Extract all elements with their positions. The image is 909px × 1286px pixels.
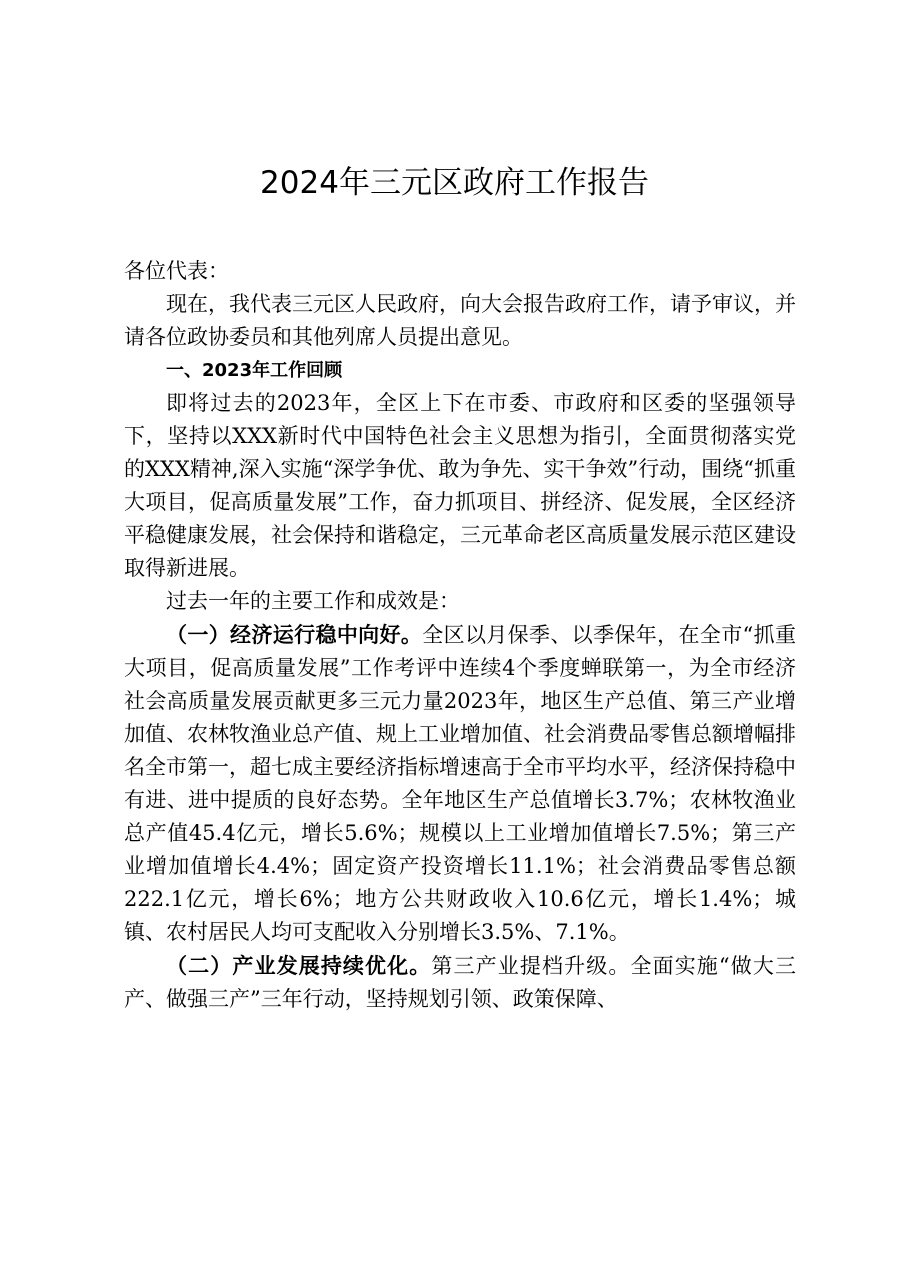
document-body [124,255,796,1016]
document-title: 2024年三元区政府工作报告 [260,165,649,201]
item-economy-paragraph [124,618,796,949]
item-economy-text: 全区以月保季、以季保年，在全市“抓重大项目，促高质量发展”工作考评中连续4个季度蝉联第一，为全市经济社会高质量发展贡献更多三元力量2023年，地区生产总值、第三产业增加值、农林牧渔业总产值、规上工业增加值、社会消费品零售总额增幅排名全市第一，超七成主要经济指标增速高于全市平均水平，经济保持稳中有进、进中提质的良好态势。全年地区生产总值增长3.7%；农林牧渔业总产值45.4亿元，增长5.6%；规模以上工业增加值增长7.5%；第三产业增加值增长4.4%；固定资产投资增长11.1%；社会消费品零售总额222.1亿元，增长6%；地方公共财政收入10.6亿元，增长1.4%；城镇、农村居民人均可支配收入分别增长3.5%、7.1%。 [124,623,797,944]
intro-paragraph: 现在，我代表三元区人民政府，向大会报告政府工作，请予审议，并请各位政协委员和其他列席人员提出意见。 [124,292,796,349]
section-heading: 一、2023年工作回顾 [166,360,343,381]
achievements-intro: 过去一年的主要工作和成效是： [166,589,460,613]
item-industry-heading: （二）产业发展持续优化。 [166,953,432,978]
item-economy-heading: （一）经济运行稳中向好。 [166,622,423,647]
salutation: 各位代表： [124,259,229,283]
review-paragraph: 即将过去的2023年，全区上下在市委、市政府和区委的坚强领导下，坚持以XXX新时代中国特色社会主义思想为指引，全面贯彻落实党的XXX精神,深入实施“深学争优、敢为争先、实干争效”行动，围绕“抓重大项目，促高质量发展”工作，奋力抓项目、拼经济、促发展，全区经济平稳健康发展，社会保持和谐稳定，三元革命老区高质量发展示范区建设取得新进展。 [124,391,796,580]
item-industry-text: 第三产业提档升级。全面实施“做大三产、做强三产”三年行动，坚持规划引领、政策保障、 [124,954,797,1011]
item-industry-paragraph [124,949,796,1016]
